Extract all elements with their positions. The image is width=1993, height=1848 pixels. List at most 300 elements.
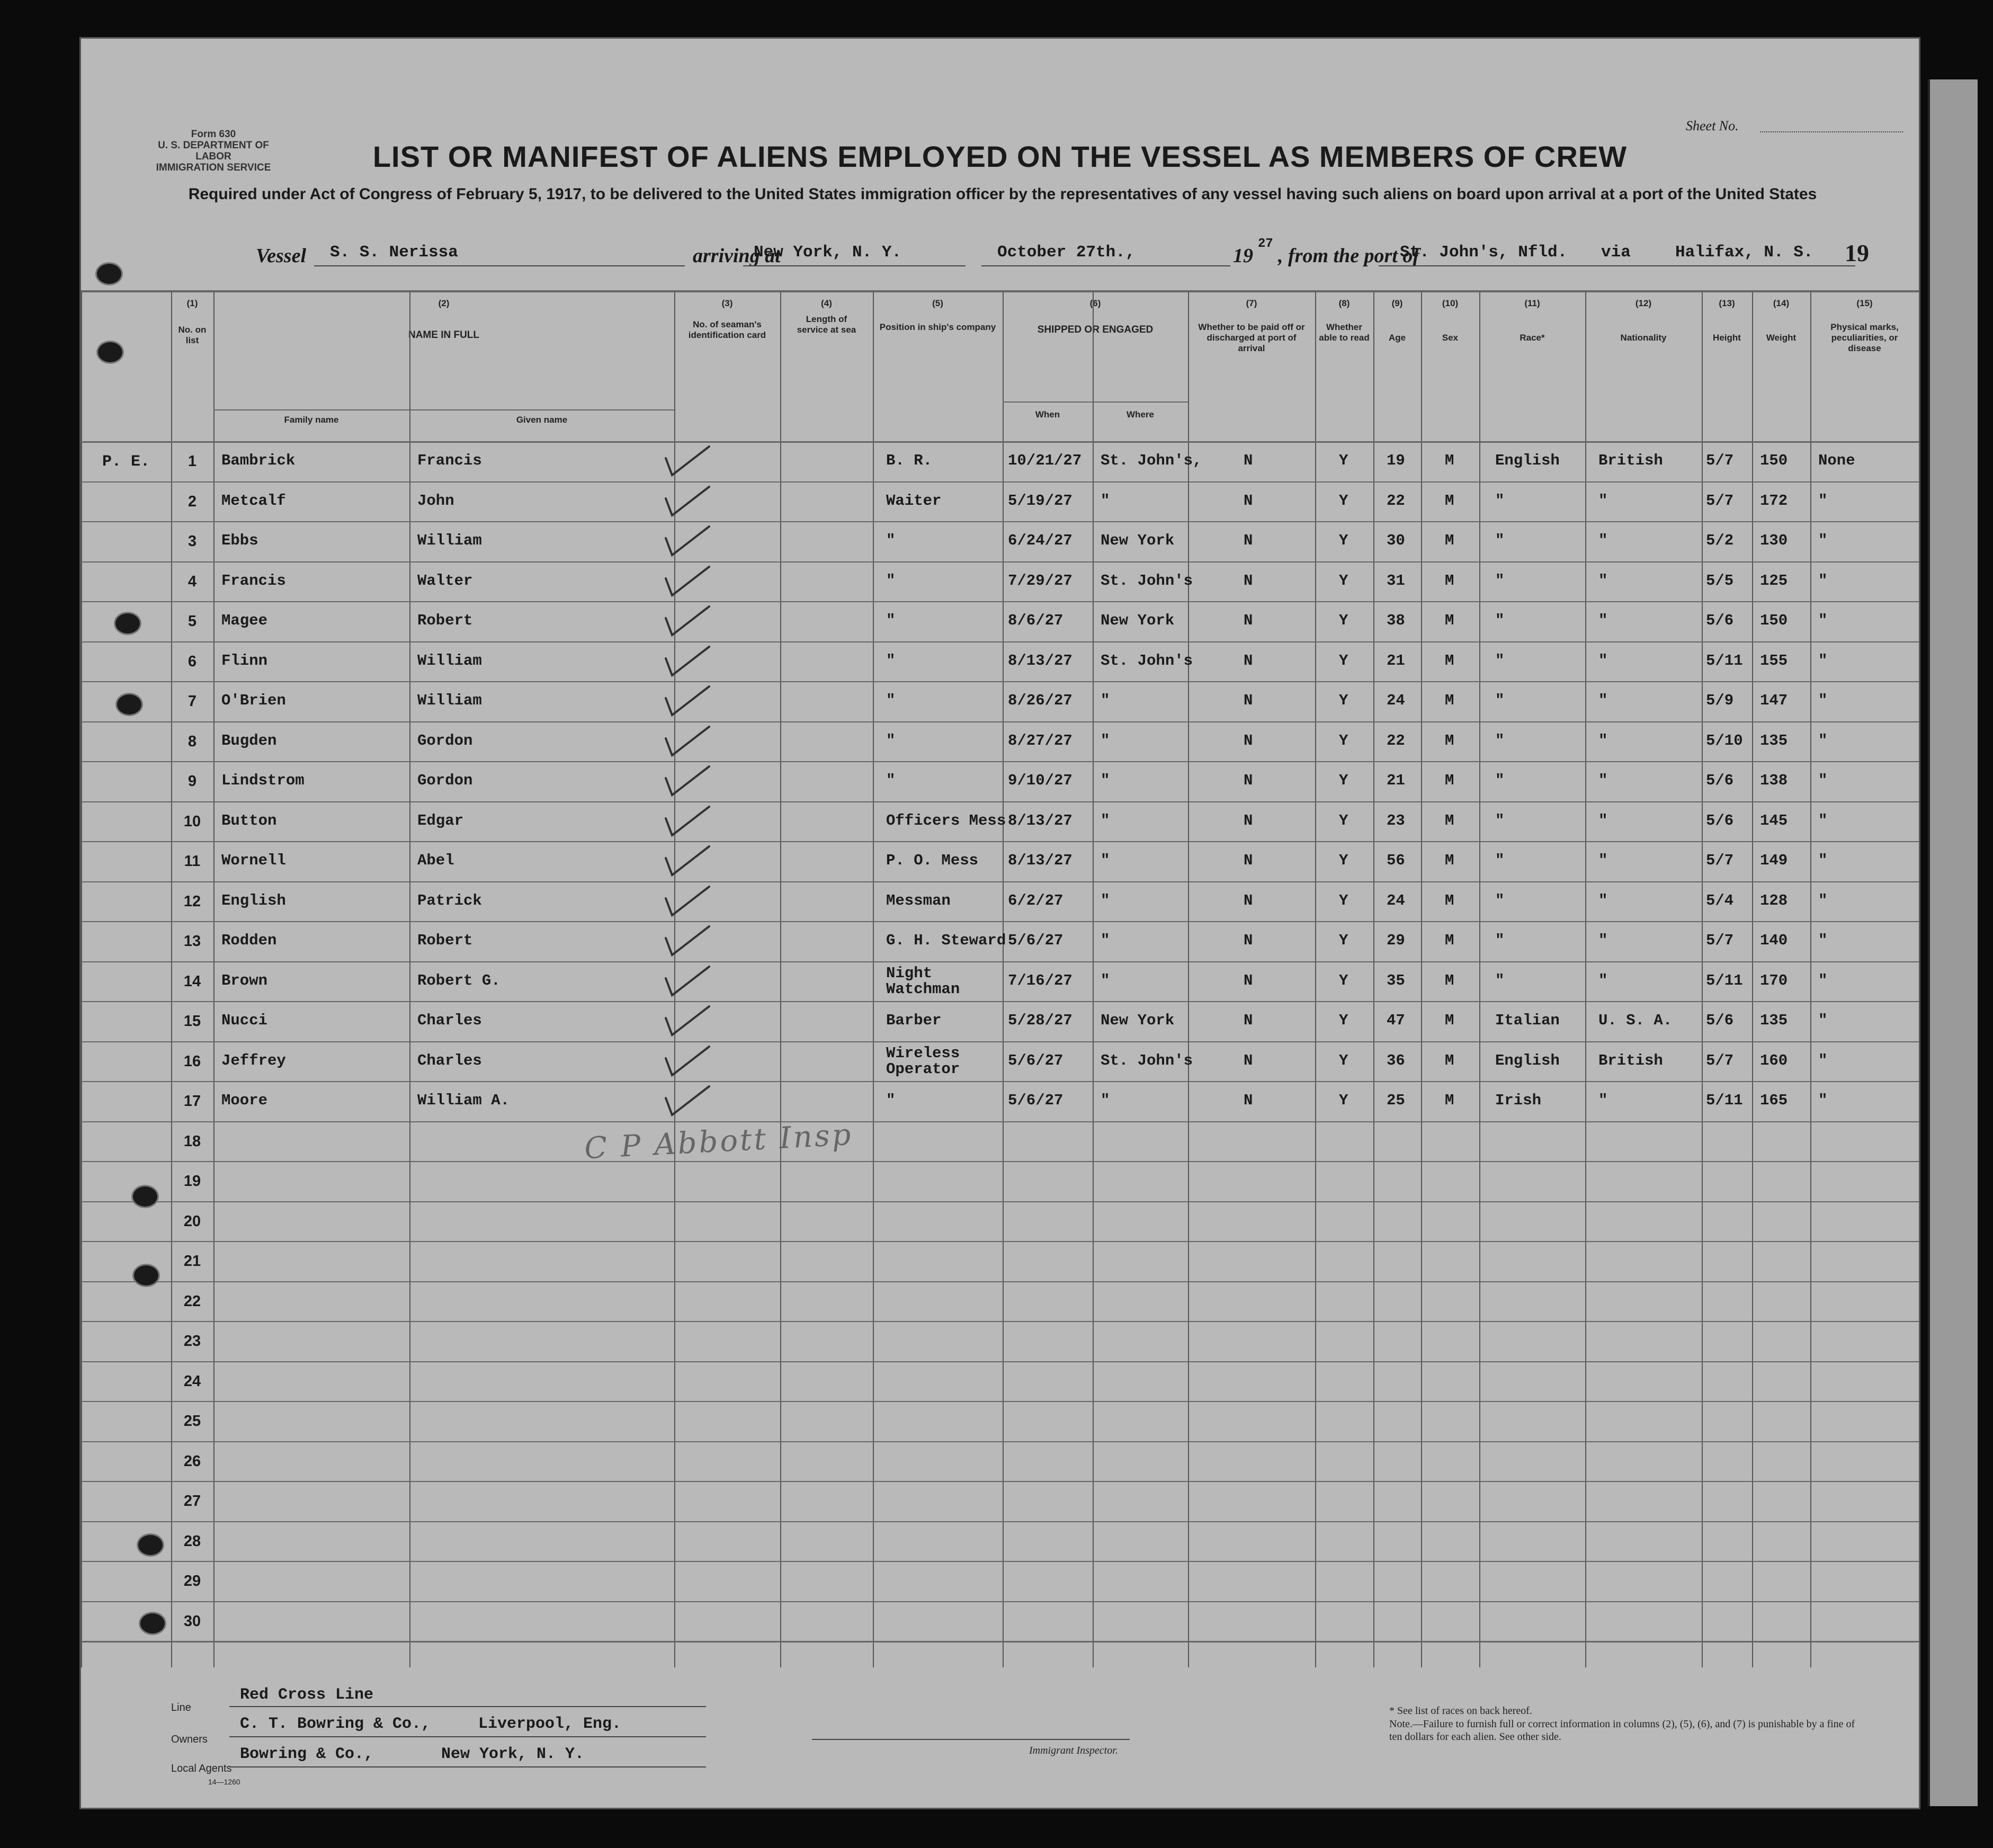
nationality: " <box>1598 651 1608 669</box>
given-name: Gordon <box>417 731 473 749</box>
able-to-read: Y <box>1339 772 1348 789</box>
paid-off: N <box>1244 612 1253 629</box>
nationality: " <box>1598 971 1608 989</box>
age: 38 <box>1387 612 1405 629</box>
family-name: Bugden <box>221 731 277 749</box>
height: 5/6 <box>1706 1012 1734 1029</box>
column-rule <box>780 290 781 1667</box>
family-name: Lindstrom <box>221 772 305 789</box>
row-number: 21 <box>183 1253 201 1270</box>
column-rule <box>1919 290 1920 1667</box>
physical-marks: " <box>1818 731 1828 749</box>
shipped-where: " <box>1101 811 1110 829</box>
position: G. H. Steward <box>886 932 1006 949</box>
sex: M <box>1445 1092 1454 1109</box>
race: " <box>1495 612 1505 629</box>
row-rule <box>81 1041 1919 1042</box>
family-name: Rodden <box>221 932 277 949</box>
position: Barber <box>886 1012 942 1029</box>
year-prefix: 19 <box>1233 245 1253 267</box>
owners-city: Liverpool, Eng. <box>478 1715 622 1733</box>
row-number: 20 <box>183 1212 201 1230</box>
column-rule <box>1585 290 1586 1667</box>
paid-off: N <box>1244 971 1253 989</box>
shipped-where: " <box>1101 932 1110 949</box>
col10-header: (10) Sex <box>1442 298 1459 343</box>
nationality: British <box>1598 1051 1663 1069</box>
height: 5/7 <box>1706 1051 1734 1069</box>
race: " <box>1495 971 1505 989</box>
paid-off: N <box>1244 772 1253 789</box>
punch-hole <box>132 1264 160 1287</box>
row-rule <box>81 1321 1919 1322</box>
position: " <box>886 1092 896 1109</box>
age: 36 <box>1387 1051 1405 1069</box>
shipped-when: 7/16/27 <box>1008 971 1073 989</box>
age: 47 <box>1387 1012 1405 1029</box>
able-to-read: Y <box>1339 1051 1348 1069</box>
row-number: 5 <box>187 613 197 630</box>
shipped-when: 8/13/27 <box>1008 651 1073 669</box>
paid-off: N <box>1244 1051 1253 1069</box>
nationality: " <box>1598 1092 1608 1109</box>
given-name: Patrick <box>417 891 482 909</box>
paid-off: N <box>1244 1012 1253 1029</box>
sex: M <box>1445 731 1454 749</box>
height: 5/11 <box>1706 971 1743 989</box>
sex: M <box>1445 492 1454 510</box>
sheet-no-line <box>1760 131 1903 132</box>
shipped-when: 5/19/27 <box>1008 492 1073 510</box>
sex: M <box>1445 971 1454 989</box>
position: Officers Mess <box>886 811 1006 829</box>
family-name: O'Brien <box>221 692 286 709</box>
column-rule <box>873 290 874 1667</box>
column-rule <box>1373 290 1374 1667</box>
column-rule <box>1315 290 1316 1667</box>
family-name: Jeffrey <box>221 1051 286 1069</box>
height: 5/4 <box>1706 891 1734 909</box>
weight: 147 <box>1760 692 1788 709</box>
position: " <box>886 651 896 669</box>
race: " <box>1495 811 1505 829</box>
column-rule <box>409 290 410 1667</box>
paid-off: N <box>1244 492 1253 510</box>
physical-marks: " <box>1818 532 1828 549</box>
position: " <box>886 532 896 549</box>
family-name: Nucci <box>221 1012 268 1029</box>
given-name: John <box>417 492 454 510</box>
sex: M <box>1445 1012 1454 1029</box>
row-rule <box>81 641 1919 642</box>
weight: 150 <box>1760 612 1788 629</box>
col2-header: (2) NAME IN FULL <box>408 298 480 341</box>
column-rule <box>1752 290 1753 1667</box>
given-name: Francis <box>417 452 482 469</box>
check-mark-icon <box>664 882 711 919</box>
punch-hole <box>95 262 123 285</box>
age: 21 <box>1387 651 1405 669</box>
owners-label: Owners <box>171 1734 208 1745</box>
column-rule <box>1003 290 1004 1667</box>
check-mark-icon <box>664 642 711 680</box>
able-to-read: Y <box>1339 731 1348 749</box>
physical-marks: " <box>1818 492 1828 510</box>
row-rule <box>81 1121 1919 1122</box>
weight: 135 <box>1760 731 1788 749</box>
physical-marks: " <box>1818 852 1828 869</box>
nationality: " <box>1598 891 1608 909</box>
family-name: Flinn <box>221 651 268 669</box>
position: Wireless Operator <box>886 1044 960 1078</box>
column-rule <box>81 290 82 1667</box>
form-number: Form 630 <box>191 129 236 140</box>
sex: M <box>1445 572 1454 590</box>
family-name: Brown <box>221 971 268 989</box>
able-to-read: Y <box>1339 452 1348 469</box>
able-to-read: Y <box>1339 572 1348 590</box>
arriving-label: arriving at <box>693 245 781 267</box>
row-number: 2 <box>187 493 197 510</box>
row-rule <box>81 1441 1919 1442</box>
column-rule <box>1702 290 1703 1667</box>
race: English <box>1495 1051 1560 1069</box>
row-number: 19 <box>183 1173 201 1190</box>
check-mark-icon <box>664 682 711 719</box>
shipped-when: 5/6/27 <box>1008 1051 1063 1069</box>
shipped-where: St. John's <box>1101 651 1193 669</box>
underlying-page-edge <box>1928 79 1978 1806</box>
check-mark-icon <box>664 442 711 479</box>
row-rule <box>81 601 1919 602</box>
nationality: " <box>1598 932 1608 949</box>
arriving-port: New York, N. Y. <box>754 243 902 262</box>
column-rule <box>213 290 215 1667</box>
nationality: " <box>1598 492 1608 510</box>
row-rule <box>81 561 1919 563</box>
height: 5/11 <box>1706 1092 1743 1109</box>
paid-off: N <box>1244 692 1253 709</box>
paid-off: N <box>1244 811 1253 829</box>
sex: M <box>1445 612 1454 629</box>
height: 5/5 <box>1706 572 1734 590</box>
col6-header: (6) SHIPPED OR ENGAGED <box>1037 298 1154 335</box>
sex: M <box>1445 932 1454 949</box>
age: 56 <box>1387 852 1405 869</box>
page-subtitle: Required under Act of Congress of February 5, 1917, to be delivered to the United States immigration officer by the representatives of any vessel having such aliens on board upon arrival at a port of the United States <box>188 185 1817 203</box>
col2a-header: Family name <box>284 415 339 425</box>
able-to-read: Y <box>1339 891 1348 909</box>
given-name: Robert <box>417 612 473 629</box>
punch-hole <box>137 1533 164 1557</box>
row-number: 27 <box>183 1493 201 1510</box>
shipped-where: New York <box>1101 1012 1175 1029</box>
column-rule <box>1093 290 1094 1667</box>
punch-hole <box>131 1185 159 1208</box>
sex: M <box>1445 891 1454 909</box>
family-name: Francis <box>221 572 286 590</box>
position: " <box>886 692 896 709</box>
row-rule <box>81 521 1919 522</box>
row-rule <box>1003 401 1188 403</box>
paid-off: N <box>1244 572 1253 590</box>
check-mark-icon <box>664 962 711 999</box>
age: 30 <box>1387 532 1405 549</box>
check-mark-icon <box>664 1042 711 1079</box>
check-mark-icon <box>664 1082 711 1119</box>
paid-off: N <box>1244 731 1253 749</box>
sheet-no-label: Sheet No. <box>1686 118 1739 133</box>
nationality: U. S. A. <box>1598 1012 1673 1029</box>
shipped-when: 8/6/27 <box>1008 612 1063 629</box>
row-number: 18 <box>183 1132 201 1150</box>
service: IMMIGRATION SERVICE <box>156 162 271 173</box>
row-number: 24 <box>183 1372 201 1390</box>
weight: 150 <box>1760 452 1788 469</box>
height: 5/2 <box>1706 532 1734 549</box>
weight: 128 <box>1760 891 1788 909</box>
row-rule <box>81 1361 1919 1362</box>
row-number: 28 <box>183 1532 201 1550</box>
pe-mark: P. E. <box>102 453 150 471</box>
col6a-header: When <box>1035 409 1060 419</box>
height: 5/7 <box>1706 492 1734 510</box>
agents-value: Bowring & Co., <box>240 1745 374 1763</box>
weight: 172 <box>1760 492 1788 510</box>
age: 19 <box>1387 452 1405 469</box>
able-to-read: Y <box>1339 1012 1348 1029</box>
shipped-when: 5/6/27 <box>1008 1092 1063 1109</box>
physical-marks: None <box>1818 452 1855 469</box>
family-name: Magee <box>221 612 268 629</box>
family-name: English <box>221 891 286 909</box>
paid-off: N <box>1244 532 1253 549</box>
col2b-header: Given name <box>516 415 568 425</box>
height: 5/6 <box>1706 612 1734 629</box>
paid-off: N <box>1244 651 1253 669</box>
physical-marks: " <box>1818 572 1828 590</box>
row-rule <box>81 1521 1919 1522</box>
races-note: * See list of races on back hereof. <box>1389 1705 1532 1717</box>
col12-header: (12) Nationality <box>1620 298 1667 343</box>
row-rule <box>81 441 1919 442</box>
inspector-label: Immigrant Inspector. <box>1029 1745 1118 1756</box>
sex: M <box>1445 532 1454 549</box>
shipped-where: St. John's <box>1101 1051 1193 1069</box>
row-rule <box>81 1601 1919 1602</box>
check-mark-icon <box>664 922 711 959</box>
owners-value: C. T. Bowring & Co., <box>240 1715 431 1733</box>
row-rule <box>81 1281 1919 1282</box>
sex: M <box>1445 1051 1454 1069</box>
shipped-where: " <box>1101 971 1110 989</box>
line-value: Red Cross Line <box>240 1686 374 1704</box>
check-mark-icon <box>664 483 711 520</box>
paid-off: N <box>1244 1092 1253 1109</box>
sex: M <box>1445 852 1454 869</box>
shipped-when: 8/13/27 <box>1008 852 1073 869</box>
position: " <box>886 731 896 749</box>
able-to-read: Y <box>1339 811 1348 829</box>
position: " <box>886 772 896 789</box>
col7-header: (7) Whether to be paid off or discharged at port of arrival <box>1198 298 1305 353</box>
row-rule <box>81 921 1919 922</box>
height: 5/7 <box>1706 452 1734 469</box>
sex: M <box>1445 651 1454 669</box>
weight: 165 <box>1760 1092 1788 1109</box>
race: " <box>1495 852 1505 869</box>
row-rule <box>81 1481 1919 1482</box>
column-rule <box>1188 290 1189 1667</box>
race: " <box>1495 492 1505 510</box>
able-to-read: Y <box>1339 532 1348 549</box>
physical-marks: " <box>1818 1012 1828 1029</box>
shipped-when: 5/6/27 <box>1008 932 1063 949</box>
row-number: 12 <box>183 892 201 910</box>
col13-header: (13) Height <box>1713 298 1741 343</box>
given-name: William <box>417 651 482 669</box>
physical-marks: " <box>1818 891 1828 909</box>
row-number: 26 <box>183 1452 201 1470</box>
row-number: 22 <box>183 1292 201 1310</box>
physical-marks: " <box>1818 692 1828 709</box>
given-name: Abel <box>417 852 454 869</box>
given-name: William <box>417 532 482 549</box>
row-number: 13 <box>183 933 201 950</box>
race: " <box>1495 572 1505 590</box>
shipped-when: 10/21/27 <box>1008 452 1082 469</box>
punch-hole <box>96 341 124 364</box>
shipped-where: St. John's <box>1101 572 1193 590</box>
age: 35 <box>1387 971 1405 989</box>
age: 23 <box>1387 811 1405 829</box>
row-rule <box>81 1241 1919 1242</box>
height: 5/7 <box>1706 852 1734 869</box>
given-name: Charles <box>417 1051 482 1069</box>
page-title: LIST OR MANIFEST OF ALIENS EMPLOYED ON THE VESSEL AS MEMBERS OF CREW <box>372 140 1628 173</box>
height: 5/7 <box>1706 932 1734 949</box>
via-port: Halifax, N. S. <box>1675 243 1813 262</box>
nationality: " <box>1598 772 1608 789</box>
row-rule <box>81 1001 1919 1002</box>
shipped-where: New York <box>1101 532 1175 549</box>
row-rule <box>81 681 1919 682</box>
shipped-when: 7/29/27 <box>1008 572 1073 590</box>
row-rule <box>81 961 1919 962</box>
arrival-date: October 27th., <box>997 243 1136 262</box>
column-rule <box>1810 290 1811 1667</box>
weight: 140 <box>1760 932 1788 949</box>
position: Night Watchman <box>886 964 960 998</box>
fine-note: Note.—Failure to furnish full or correct information in columns (2), (5), (6), and (7) is punishable by a fine of ten dollars for each alien. See other side. <box>1389 1718 1855 1743</box>
column-rule <box>1421 290 1422 1667</box>
able-to-read: Y <box>1339 1092 1348 1109</box>
position: B. R. <box>886 452 933 469</box>
line-label: Line <box>171 1702 191 1713</box>
check-mark-icon <box>664 722 711 760</box>
shipped-when: 6/2/27 <box>1008 891 1063 909</box>
physical-marks: " <box>1818 612 1828 629</box>
punch-hole <box>115 693 143 716</box>
vessel-label: Vessel <box>256 245 306 267</box>
race: " <box>1495 891 1505 909</box>
able-to-read: Y <box>1339 651 1348 669</box>
shipped-where: " <box>1101 692 1110 709</box>
race: " <box>1495 772 1505 789</box>
given-name: Robert <box>417 932 473 949</box>
weight: 149 <box>1760 852 1788 869</box>
check-mark-icon <box>664 1002 711 1039</box>
physical-marks: " <box>1818 971 1828 989</box>
given-name: Walter <box>417 572 473 590</box>
given-name: William A. <box>417 1092 510 1109</box>
row-rule <box>81 801 1919 802</box>
nationality: " <box>1598 731 1608 749</box>
check-mark-icon <box>664 802 711 840</box>
age: 24 <box>1387 891 1405 909</box>
race: English <box>1495 452 1560 469</box>
row-number: 14 <box>183 972 201 990</box>
row-number: 1 <box>187 453 197 470</box>
row-number: 16 <box>183 1052 201 1070</box>
col5-header: (5) Position in ship's company <box>879 298 996 332</box>
family-name: Bambrick <box>221 452 296 469</box>
row-number: 3 <box>187 533 197 550</box>
position: P. O. Mess <box>886 852 979 869</box>
nationality: British <box>1598 452 1663 469</box>
shipped-when: 8/26/27 <box>1008 692 1073 709</box>
row-number: 23 <box>183 1333 201 1350</box>
shipped-where: " <box>1101 891 1110 909</box>
given-name: Edgar <box>417 811 464 829</box>
weight: 155 <box>1760 651 1788 669</box>
nationality: " <box>1598 692 1608 709</box>
row-number: 30 <box>183 1612 201 1630</box>
via-label: via <box>1601 243 1631 262</box>
race: " <box>1495 532 1505 549</box>
family-name: Ebbs <box>221 532 258 549</box>
row-number: 4 <box>187 573 197 590</box>
agents-label: Local Agents <box>171 1763 232 1774</box>
weight: 130 <box>1760 532 1788 549</box>
row-number: 8 <box>187 733 197 750</box>
row-number: 29 <box>183 1573 201 1590</box>
age: 21 <box>1387 772 1405 789</box>
physical-marks: " <box>1818 772 1828 789</box>
height: 5/10 <box>1706 731 1743 749</box>
family-name: Metcalf <box>221 492 286 510</box>
given-name: Gordon <box>417 772 473 789</box>
shipped-when: 9/10/27 <box>1008 772 1073 789</box>
crew-table <box>81 290 1919 1667</box>
vessel-name: S. S. Nerissa <box>330 243 458 262</box>
row-rule <box>81 481 1919 483</box>
position: " <box>886 612 896 629</box>
row-number: 25 <box>183 1413 201 1430</box>
physical-marks: " <box>1818 651 1828 669</box>
shipped-where: " <box>1101 492 1110 510</box>
height: 5/11 <box>1706 651 1743 669</box>
race: " <box>1495 932 1505 949</box>
row-rule <box>81 1161 1919 1162</box>
age: 29 <box>1387 932 1405 949</box>
row-rule <box>81 721 1919 722</box>
sex: M <box>1445 692 1454 709</box>
row-rule <box>81 841 1919 842</box>
able-to-read: Y <box>1339 612 1348 629</box>
row-number: 6 <box>187 653 197 670</box>
from-label: , from the port of <box>1278 245 1420 267</box>
